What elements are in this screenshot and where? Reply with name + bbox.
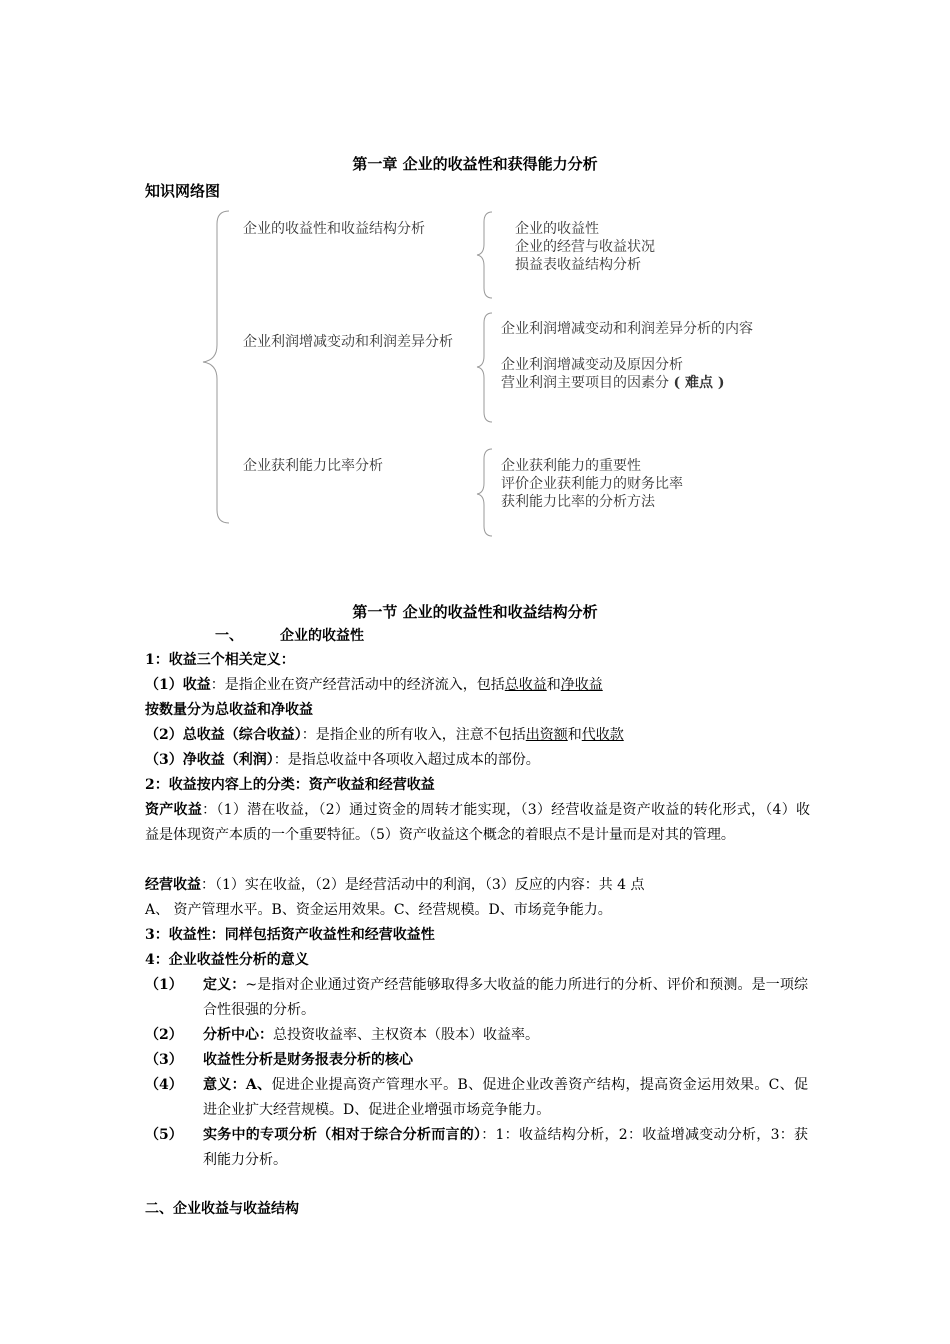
branch-1-item: 企业的经营与收益状况 (515, 239, 655, 255)
branch-2-item-wrap (501, 374, 724, 392)
definition-2 (145, 723, 624, 748)
heading-1: 1：收益三个相关定义： (145, 652, 295, 668)
list-item (203, 973, 808, 1023)
chapter-title: 第一章 企业的收益性和获得能力分析 (352, 155, 598, 173)
definition-1-text: ：是指企业在资产经营活动中的经济流入，包括 (210, 677, 505, 693)
heading-2: 2：收益按内容上的分类：资产收益和经营收益 (145, 777, 435, 793)
term-capital: 出资额 (525, 727, 568, 743)
subsection-number: 一、 (215, 628, 243, 644)
list-item-label: 定义： (203, 977, 246, 993)
definition-1 (145, 673, 603, 698)
operating-income-paragraph (145, 873, 645, 898)
list-item-label: 意义：A、 (203, 1077, 272, 1093)
list-item-number: （4） (145, 1077, 183, 1093)
list-item (203, 1123, 808, 1173)
conjunction: 和 (567, 727, 582, 743)
heading-4: 4：企业收益性分析的意义 (145, 952, 309, 968)
branch-3-item: 获利能力比率的分析方法 (501, 494, 655, 510)
term-total-income: 总收益 (504, 677, 547, 693)
quantity-classification: 按数量分为总收益和净收益 (145, 702, 313, 718)
operating-income-text: ：（1）实在收益，（2）是经营活动中的利润，（3）反应的内容：共 4 点 (201, 877, 645, 893)
branch-1-item: 损益表收益结构分析 (515, 257, 641, 273)
next-heading: 二、企业收益与收益结构 (145, 1201, 299, 1217)
branch-2-item: 企业利润增减变动及原因分析 (501, 357, 683, 373)
list-item-number: （5） (145, 1127, 183, 1143)
list-item-label: 分析中心： (203, 1027, 273, 1043)
list-item-text: ：1：收益结构分析，2：收益增减变动分析，3：获利能力分析。 (203, 1127, 808, 1168)
list-item-label: 实务中的专项分析（相对于综合分析而言的） (203, 1127, 482, 1143)
operating-income-label: 经营收益 (145, 877, 201, 893)
list-item-number: （3） (145, 1052, 183, 1068)
section-title: 第一节 企业的收益性和收益结构分析 (352, 603, 598, 621)
definition-3-label: （3）净收益（利润） (145, 752, 274, 768)
list-item-number: （2） (145, 1027, 183, 1043)
definition-3 (145, 748, 540, 773)
definition-1-label: （1）收益 (145, 677, 211, 693)
branch-2-item: 营业利润主要项目的因素分 (501, 375, 669, 391)
branch-3-item: 企业获利能力的重要性 (501, 458, 641, 474)
branch-2-label: 企业利润增减变动和利润差异分析 (243, 334, 453, 350)
operating-income-points: A、 资产管理水平。B、资金运用效果。C、经营规模。D、市场竞争能力。 (145, 902, 612, 918)
knowledge-map-title: 知识网络图 (145, 182, 221, 200)
list-item (203, 1073, 808, 1123)
asset-income-text: ：（1）潜在收益，（2）通过资金的周转才能实现，（3）经营收益是资产收益的转化形式，（4）收益是体现资产本质的一个重要特征。（5）资产收益这个概念的着眼点不是计量而是对其的管理。 (145, 802, 810, 843)
brace-3 (477, 449, 492, 536)
brace-1 (477, 212, 492, 298)
term-net-income: 净收益 (560, 677, 603, 693)
asset-income-paragraph (145, 798, 810, 848)
asset-income-label: 资产收益 (145, 802, 203, 818)
mindmap-braces (0, 0, 950, 560)
list-item-number: （1） (145, 977, 183, 993)
brace-2 (477, 313, 492, 422)
list-item-text: ~是指对企业通过资产经营能够取得多大收益的能力所进行的分析、评价和预测。是一项综合性很强的分析。 (203, 977, 809, 1018)
term-collection: 代收款 (581, 727, 624, 743)
list-item (203, 1023, 808, 1048)
definition-3-text: ：是指总收益中各项收入超过成本的部份。 (273, 752, 540, 768)
conjunction: 和 (546, 677, 561, 693)
definition-2-text: ：是指企业的所有收入，注意不包括 (301, 727, 526, 743)
list-item-text: 总投资收益率、主权资本（股本）收益率。 (273, 1027, 539, 1043)
list-item-label: 收益性分析是财务报表分析的核心 (203, 1052, 413, 1068)
branch-3-item: 评价企业获利能力的财务比率 (501, 476, 683, 492)
list-item-text: 促进企业提高资产管理水平。B、促进企业改善资产结构，提高资金运用效果。C、促进企业扩大经营规模。D、促进企业增强市场竞争能力。 (203, 1077, 808, 1118)
subsection-title: 企业的收益性 (280, 628, 364, 644)
branch-3-label: 企业获利能力比率分析 (243, 458, 383, 474)
difficulty-note: ( 难点 ) (673, 375, 725, 391)
main-brace (203, 211, 229, 523)
list-item (203, 1048, 808, 1073)
definition-2-label: （2）总收益（综合收益） (145, 727, 302, 743)
heading-3: 3：收益性：同样包括资产收益性和经营收益性 (145, 927, 435, 943)
branch-1-item: 企业的收益性 (515, 221, 599, 237)
branch-1-label: 企业的收益性和收益结构分析 (243, 221, 425, 237)
branch-2-item: 企业利润增减变动和利润差异分析的内容 (501, 321, 753, 337)
